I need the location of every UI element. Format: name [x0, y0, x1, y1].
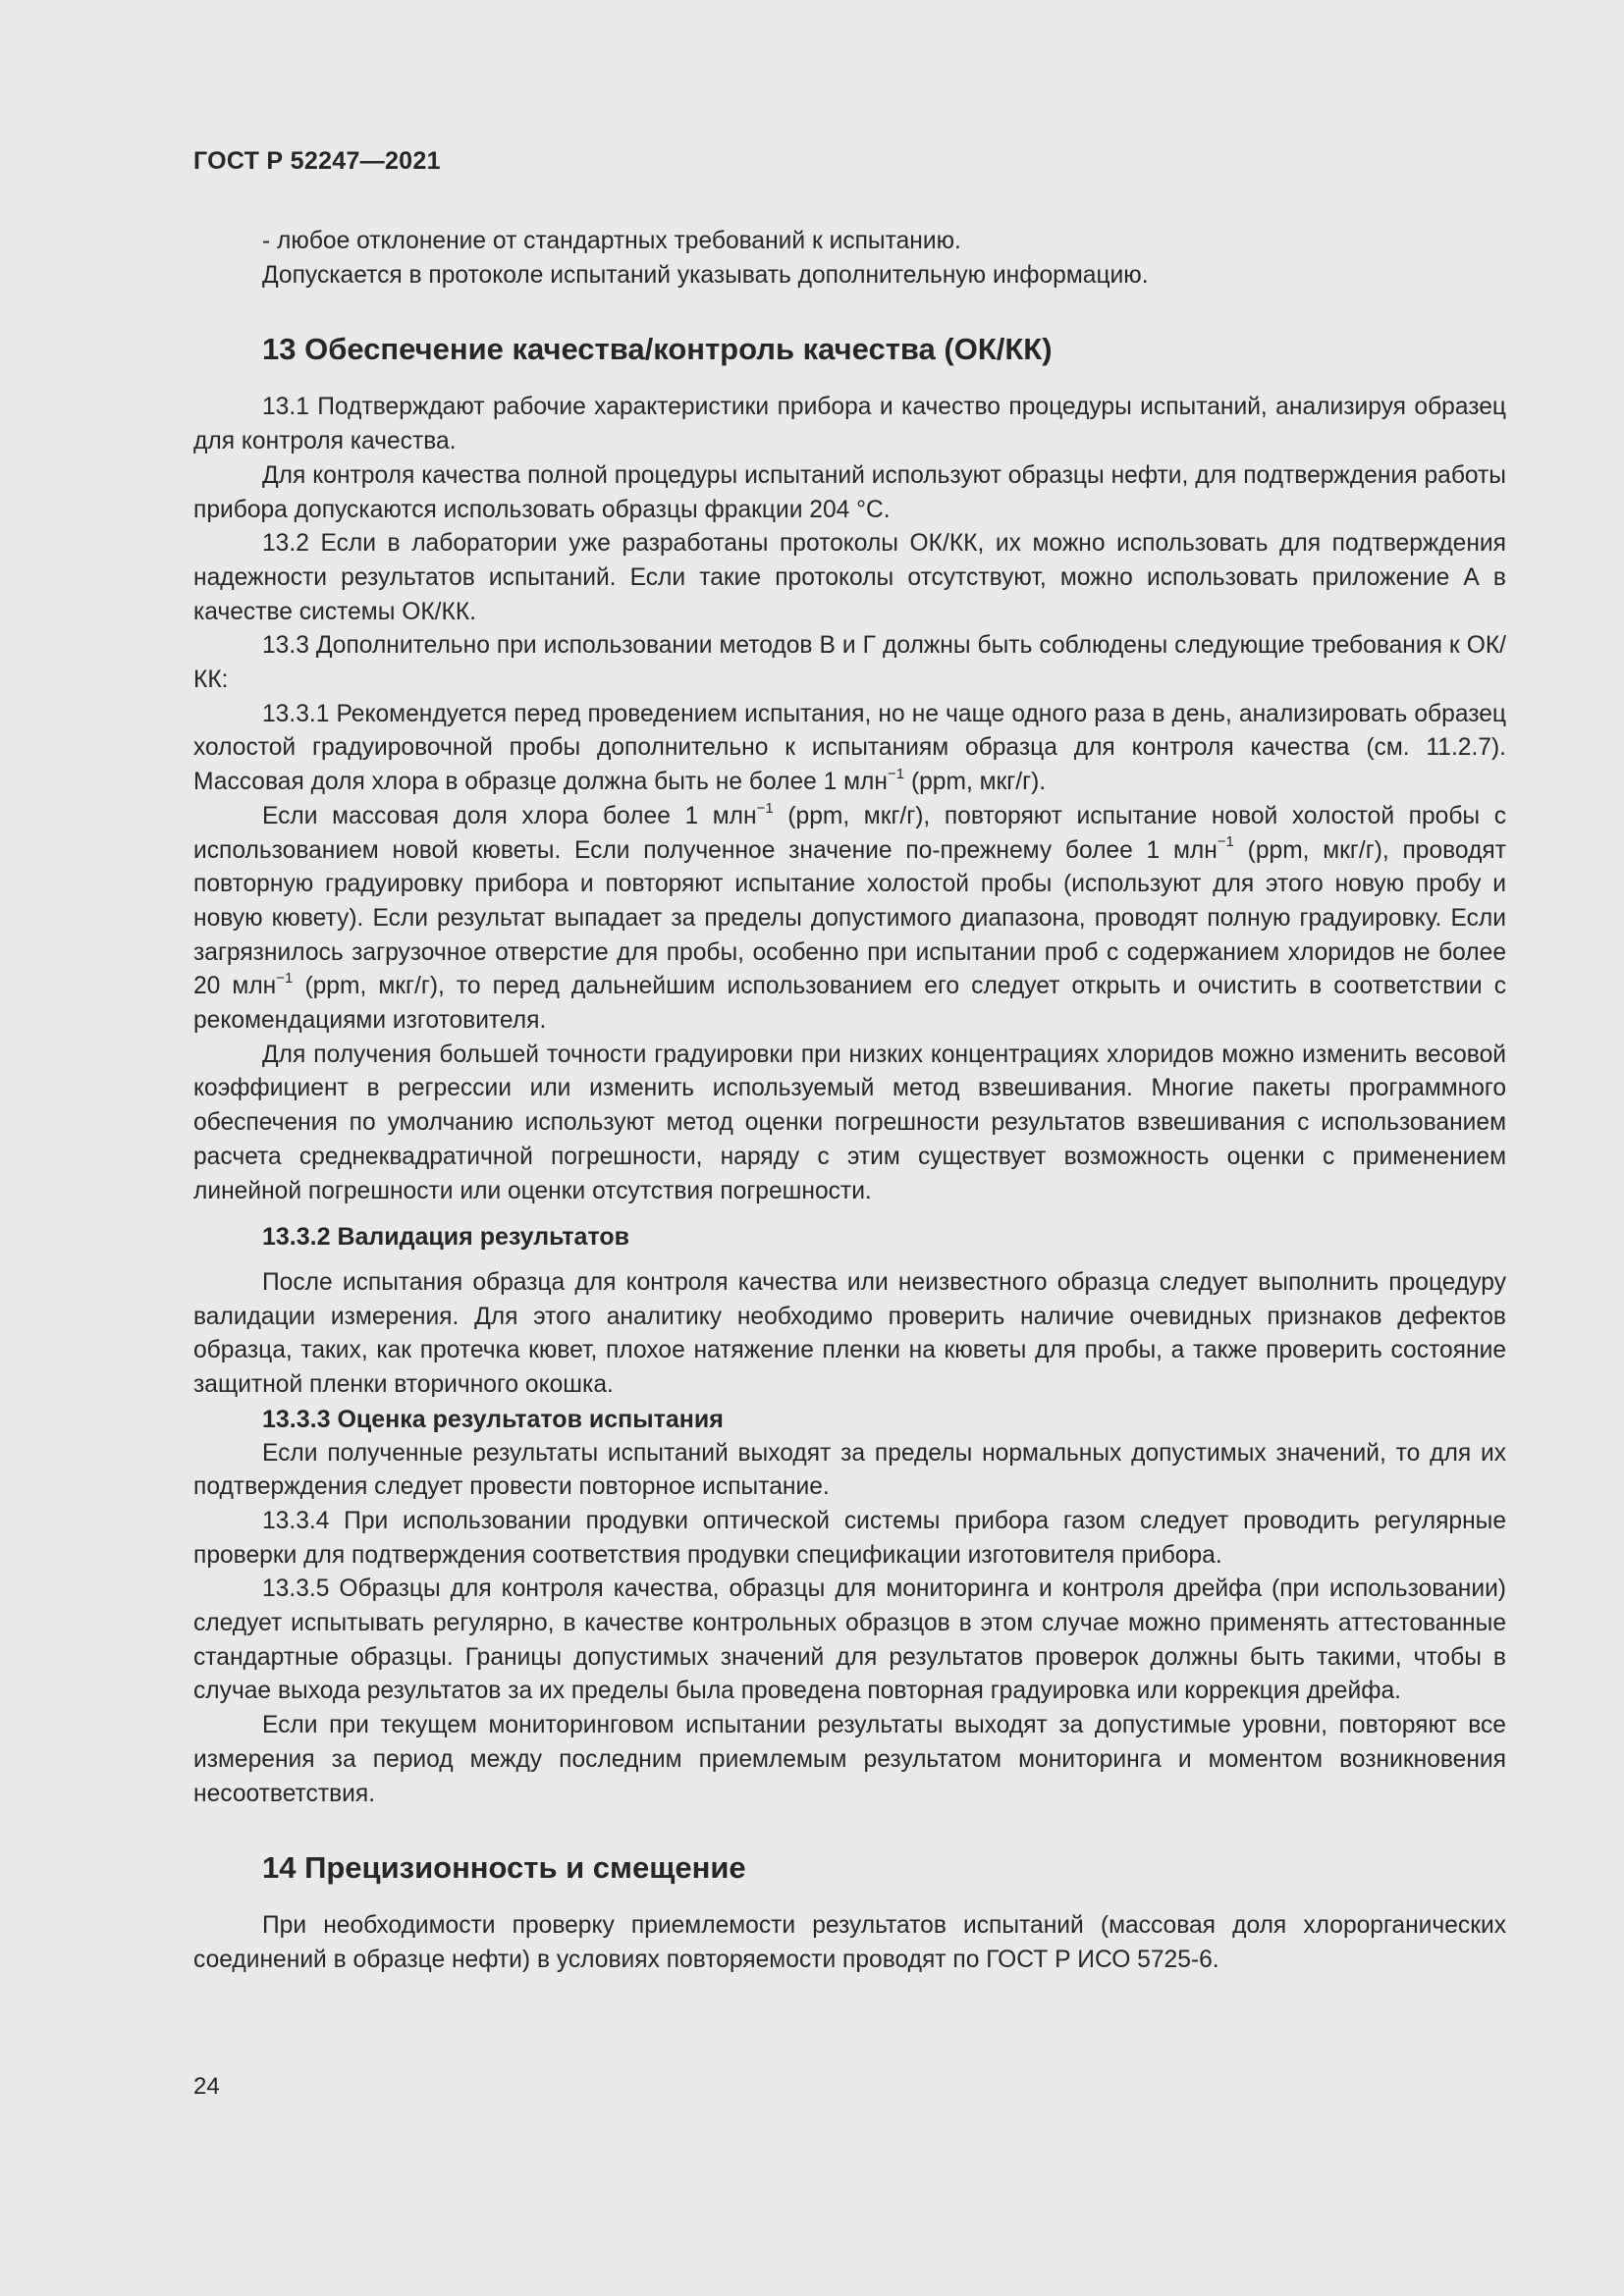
paragraph-13-3: 13.3 Дополнительно при использовании методов В и Г должны быть соблюдены следующие требования к ОК/КК: [193, 632, 1506, 694]
paragraph-13-3-5-b: Если при текущем мониторинговом испытании результаты выходят за допустимые уровни, повторяют все измерения за период между последним приемлемым результатом мониторинга и моментом возникновения несоответствия. [193, 1712, 1506, 1807]
paragraph-intro-2: Допускается в протоколе испытаний указывать дополнительную информацию. [262, 261, 1149, 289]
paragraph-13-3-2: После испытания образца для контроля качества или неизвестного образца следует выполнить процедуру валидации измерения. Для этого аналитику необходимо проверить наличие очевидных признаков дефектов образца, таких, как протечка кювет, плохое натяжение пленки на кюветы для пробы, а также проверить состояние защитной пленки вторичного окошка. [193, 1268, 1506, 1399]
paragraph-13-1-b: Для контроля качества полной процедуры испытаний используют образцы нефти, для подтверждения работы прибора допускаются использовать образцы фракции 204 °С. [193, 461, 1506, 523]
superscript: −1 [756, 799, 774, 817]
text-run: 13.3.1 Рекомендуется перед проведением испытания, но не чаще одного раза в день, анализировать образец холостой градуировочной пробы дополнительно к испытаниям образца для контроля качества (см. 11.2.7). Массовая доля хлора в образце должна быть не более 1 млн [193, 700, 1506, 796]
paragraph-13-3-1-c: Для получения большей точности градуировки при низких концентрациях хлоридов можно изменить весовой коэффициент в регрессии или изменить используемый метод взвешивания. Многие пакеты программного обеспечения по умолчанию используют метод оценки погрешности результатов взвешивания с использованием расчета среднеквадратичной погрешности, наряду с этим существует возможность оценки с применением линейной погрешности или оценки отсутствия погрешности. [193, 1041, 1506, 1204]
paragraph-13-3-3: Если полученные результаты испытаний выходят за пределы нормальных допустимых значений, то для их подтверждения следует провести повторное испытание. [193, 1439, 1506, 1501]
superscript: −1 [888, 765, 905, 782]
paragraph-13-1: 13.1 Подтверждают рабочие характеристики прибора и качество процедуры испытаний, анализируя образец для контроля качества. [193, 394, 1506, 455]
subsection-13-3-3-heading: 13.3.3 Оценка результатов испытания [262, 1405, 724, 1433]
text-run: Если массовая доля хлора более 1 млн [262, 802, 757, 829]
subsection-13-3-2-heading: 13.3.2 Валидация результатов [262, 1223, 630, 1252]
paragraph-13-3-1 [193, 698, 1506, 800]
standard-header: ГОСТ Р 52247—2021 [193, 147, 441, 175]
section-13-heading: 13 Обеспечение качества/контроль качества (ОК/КК) [262, 332, 1053, 367]
page-content [193, 225, 1506, 1978]
text-run: (ppm, мкг/г), проводят повторную градуировку прибора и повторяют испытание холостой пробы (используют для этого новую пробу и новую кювету). Если результат выпадает за пределы допустимого диапазона, проводят полную градуировку. Если загрязнилось загрузочное отверстие для пробы, особенно при испытании проб с содержанием хлоридов не более 20 млн [193, 836, 1506, 1000]
paragraph-13-2: 13.2 Если в лаборатории уже разработаны протоколы ОК/КК, их можно использовать для подтверждения надежности результатов испытаний. Если такие протоколы отсутствуют, можно использовать приложение А в качестве системы ОК/КК. [193, 530, 1506, 625]
paragraph-13-3-1-b [193, 800, 1506, 1039]
text-run: (ppm, мкг/г), повторяют испытание новой холостой пробы с использованием новой кюветы. Если полученное значение по-прежнему более 1 млн [193, 802, 1506, 864]
superscript: −1 [276, 970, 294, 988]
section-14-heading: 14 Прецизионность и смещение [262, 1850, 746, 1886]
paragraph-14: При необходимости проверку приемлемости результатов испытаний (массовая доля хлорорганических соединений в образце нефти) в условиях повторяемости проводят по ГОСТ Р ИСО 5725-6. [193, 1912, 1506, 1973]
paragraph-13-3-4: 13.3.4 При использовании продувки оптической системы прибора газом следует проводить регулярные проверки для подтверждения соответствия продувки спецификации изготовителя прибора. [193, 1507, 1506, 1569]
text-run: (ppm, мкг/г). [904, 769, 1047, 796]
superscript: −1 [1217, 833, 1234, 851]
paragraph-intro-1: - любое отклонение от стандартных требований к испытанию. [262, 228, 961, 254]
text-run: (ppm, мкг/г), то перед дальнейшим использованием его следует открыть и очистить в соответствии с рекомендациями изготовителя. [193, 973, 1506, 1035]
paragraph-13-3-5: 13.3.5 Образцы для контроля качества, образцы для мониторинга и контроля дрейфа (при использовании) следует испытывать регулярно, в качестве контрольных образцов в этом случае можно применять аттестованные стандартные образцы. Границы допустимых значений для результатов проверок должны быть такими, чтобы в случае выхода результатов за их пределы была проведена повторная градуировка или коррекция дрейфа. [193, 1575, 1506, 1705]
page-number: 24 [193, 2073, 220, 2100]
